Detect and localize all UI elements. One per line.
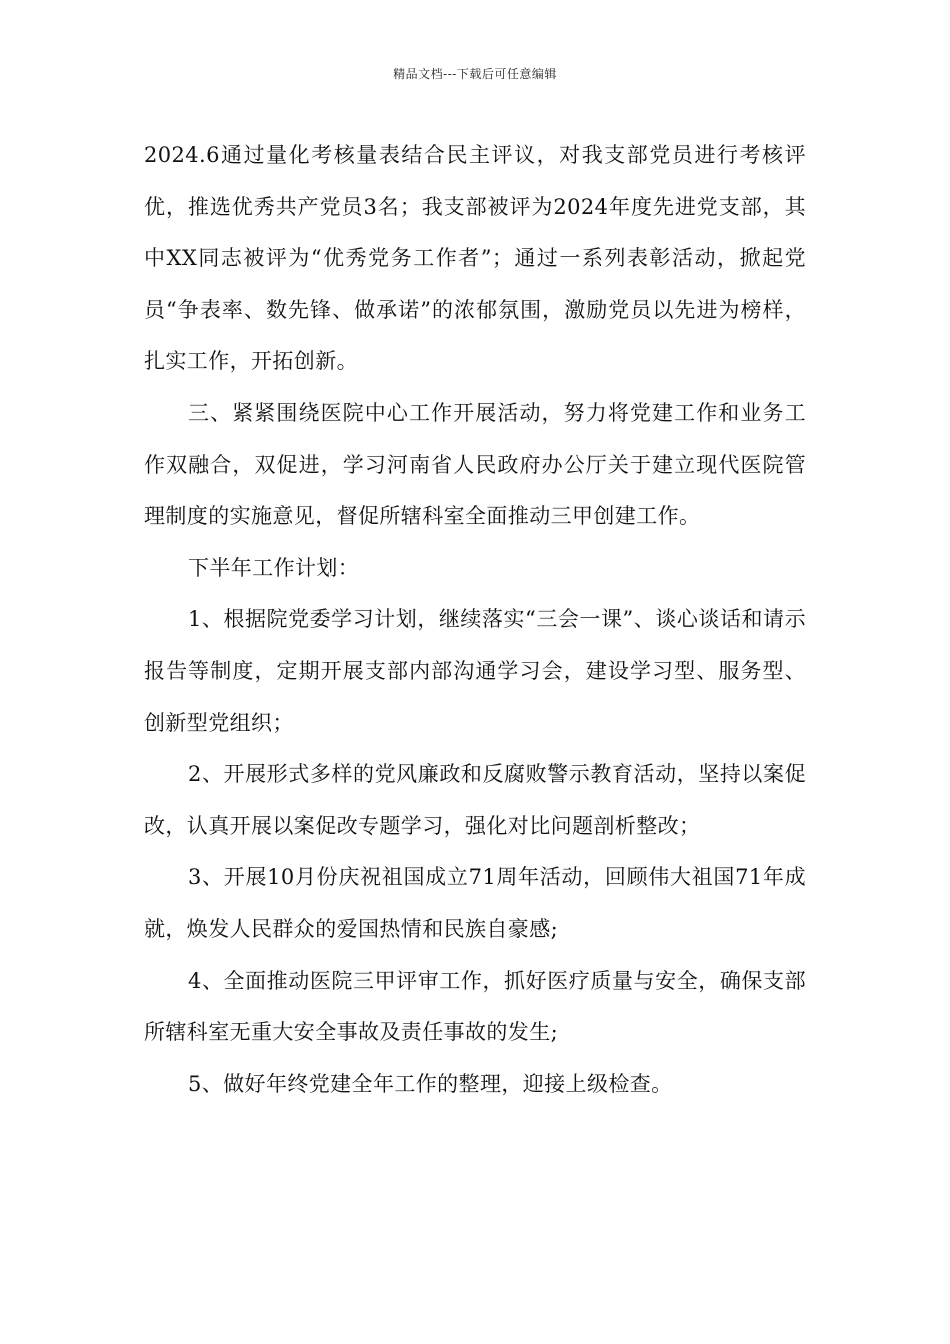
paragraph-plan-item-3: 3、开展10月份庆祝祖国成立71周年活动，回顾伟大祖国71年成就，焕发人民群众的爱国热情和民族自豪感;	[144, 865, 806, 941]
paragraph-plan-heading: 下半年工作计划：	[188, 555, 360, 580]
paragraph-plan-item-2: 2、开展形式多样的党风廉政和反腐败警示教育活动，坚持以案促改，认真开展以案促改专题学习，强化对比问题剖析整改；	[144, 762, 806, 838]
paragraph-section-three: 三、紧紧围绕医院中心工作开展活动，努力将党建工作和业务工作双融合，双促进，学习河南省人民政府办公厅关于建立现代医院管理制度的实施意见，督促所辖科室全面推动三甲创建工作。	[144, 400, 806, 529]
document-body	[144, 130, 806, 1110]
page-header: 精品文档---下载后可任意编辑	[393, 67, 557, 81]
paragraph-plan-item-5: 5、做好年终党建全年工作的整理，迎接上级检查。	[188, 1071, 673, 1096]
paragraph-plan-item-4: 4、全面推动医院三甲评审工作，抓好医疗质量与安全，确保支部所辖科室无重大安全事故及责任事故的发生;	[144, 968, 806, 1045]
paragraph-commendation: 2024.6通过量化考核量表结合民主评议，对我支部党员进行考核评优，推选优秀共产党员3名；我支部被评为2024年度先进党支部，其中XX同志被评为“优秀党务工作者”；通过一系列表彰活动，掀起党员“争表率、数先锋、做承诺”的浓郁氛围，激励党员以先进为榜样，扎实工作，开拓创新。	[144, 143, 806, 374]
paragraph-plan-item-1: 1、根据院党委学习计划，继续落实“三会一课”、谈心谈话和请示报告等制度，定期开展支部内部沟通学习会，建设学习型、服务型、创新型党组织；	[144, 607, 806, 735]
